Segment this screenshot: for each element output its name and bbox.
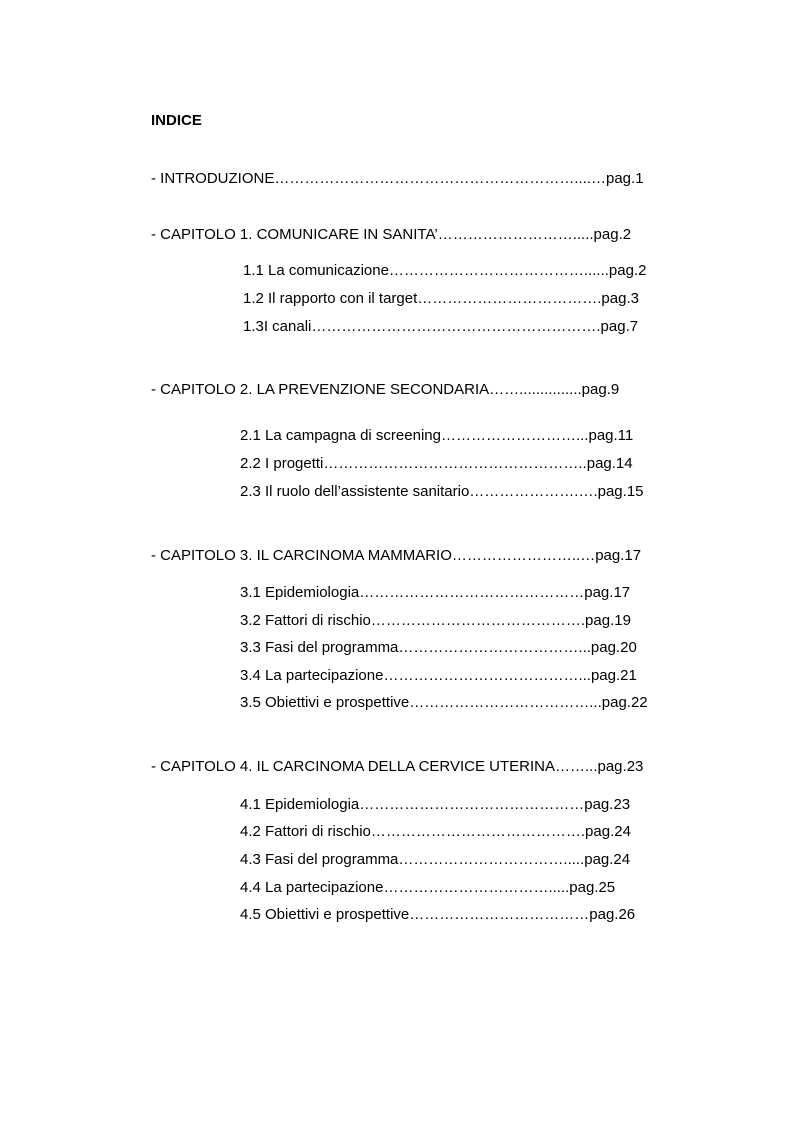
- toc-entry-4-5: 4.5 Obiettivi e prospettive………………………………pag.26: [240, 906, 636, 923]
- toc-entry-capitolo-1: - CAPITOLO 1. COMUNICARE IN SANITA’……………………….....pag.2: [151, 226, 632, 243]
- toc-entry-capitolo-2: - CAPITOLO 2. LA PREVENZIONE SECONDARIA……...............pag.9: [151, 381, 620, 398]
- toc-entry-4-1: 4.1 Epidemiologia………………………………………pag.23: [240, 796, 631, 813]
- toc-entry-2-2: 2.2 I progetti……………………………………………..pag.14: [240, 455, 633, 472]
- toc-entry-1-2: 1.2 Il rapporto con il target……………………………….pag.3: [243, 290, 639, 307]
- toc-entry-capitolo-3: - CAPITOLO 3. IL CARCINOMA MAMMARIO……………………..…pag.17: [151, 547, 642, 564]
- toc-entry-1-3: 1.3I canali………………………………………………….pag.7: [243, 318, 639, 335]
- toc-title: INDICE: [151, 112, 202, 129]
- toc-entry-4-2: 4.2 Fattori di rischio…………………………………….pag.24: [240, 823, 631, 840]
- toc-entry-3-3: 3.3 Fasi del programma………………………………...pag.20: [240, 639, 637, 656]
- toc-entry-2-3: 2.3 Il ruolo dell’assistente sanitario………………….….pag.15: [240, 483, 644, 500]
- toc-entry-introduzione: - INTRODUZIONE……………………………………………………....…pag.1: [151, 170, 644, 187]
- toc-entry-3-5: 3.5 Obiettivi e prospettive………………………………...pag.22: [240, 694, 648, 711]
- toc-entry-capitolo-4: - CAPITOLO 4. IL CARCINOMA DELLA CERVICE UTERINA……...pag.23: [151, 758, 644, 775]
- toc-entry-4-3: 4.3 Fasi del programma…………………………….....pag.24: [240, 851, 631, 868]
- toc-entry-2-1: 2.1 La campagna di screening………………………...pag.11: [240, 427, 634, 444]
- toc-entry-3-1: 3.1 Epidemiologia………………………………………pag.17: [240, 584, 631, 601]
- toc-entry-3-2: 3.2 Fattori di rischio…………………………………….pag.19: [240, 612, 631, 629]
- toc-entry-1-1: 1.1 La comunicazione…………………………………......pag.2: [243, 262, 647, 279]
- toc-entry-4-4: 4.4 La partecipazione…………………………….....pag.25: [240, 879, 616, 896]
- toc-entry-3-4: 3.4 La partecipazione…………………………………...pag.21: [240, 667, 637, 684]
